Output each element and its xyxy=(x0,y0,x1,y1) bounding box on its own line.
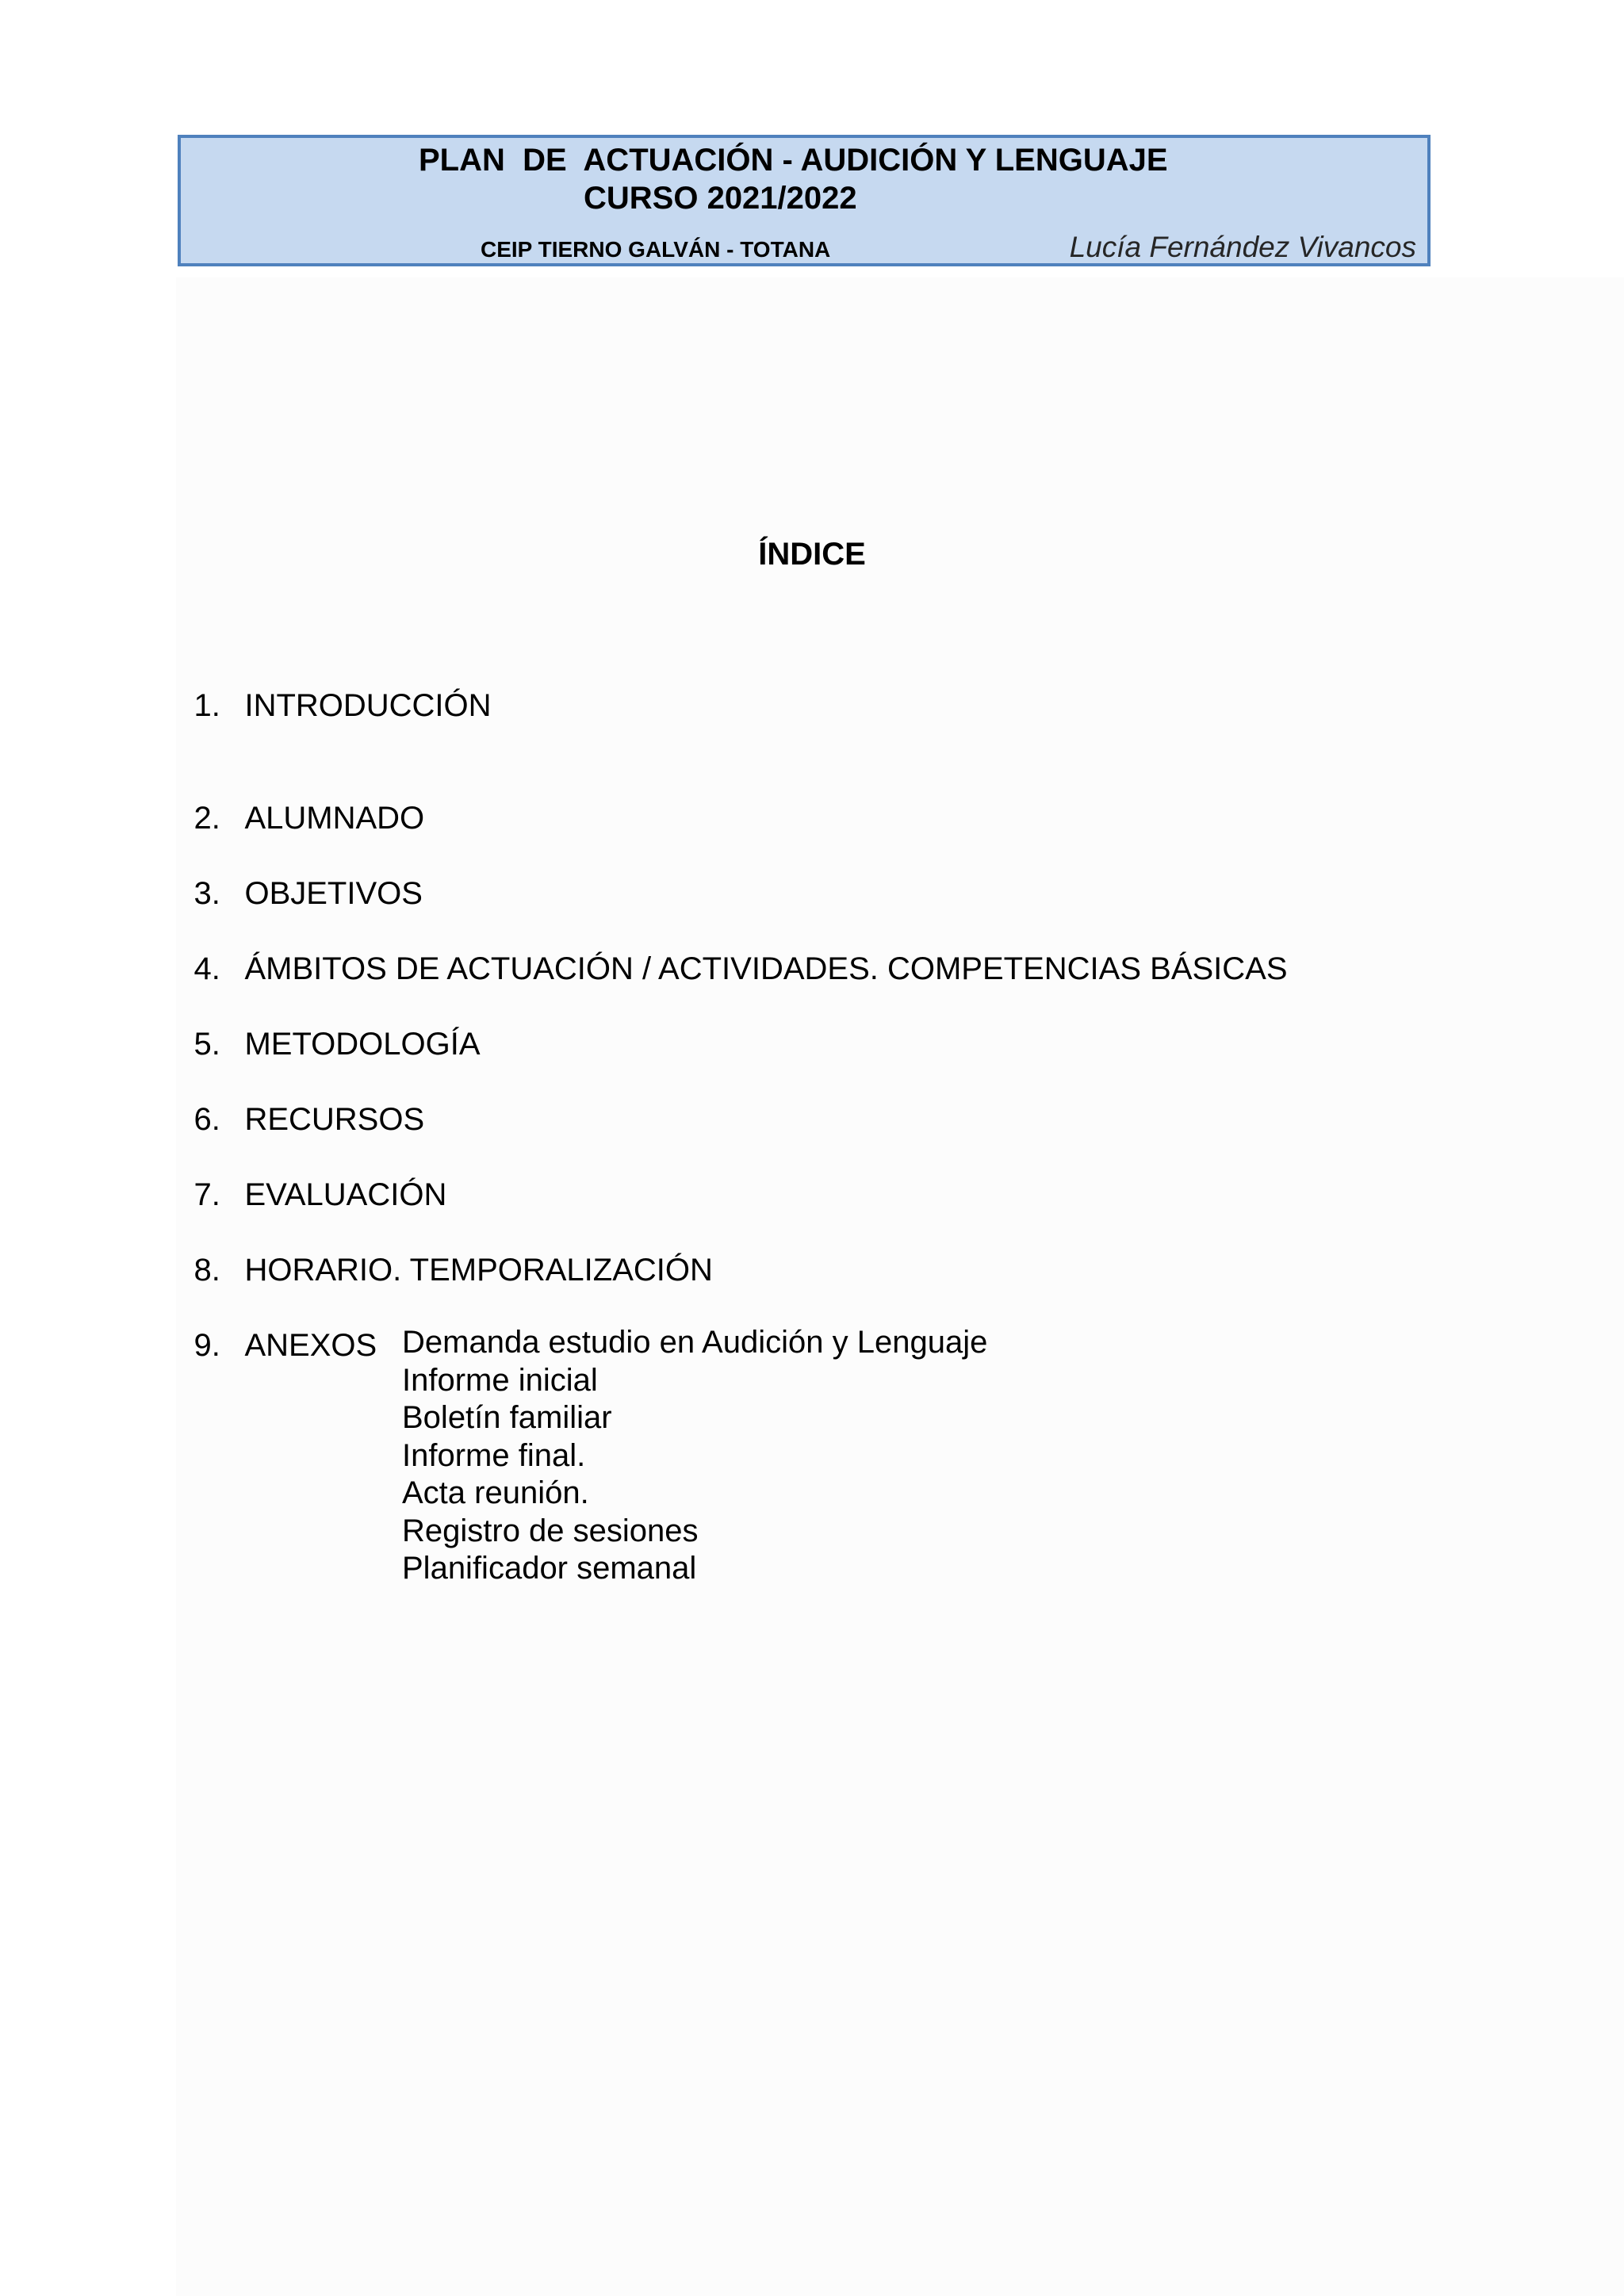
toc-item-label: ANEXOS xyxy=(244,1328,377,1363)
document-title: PLAN DE ACTUACIÓN - AUDICIÓN Y LENGUAJE xyxy=(419,143,1168,178)
toc-item-number: 1. xyxy=(193,688,220,723)
index-heading: ÍNDICE xyxy=(758,537,866,572)
toc-item-number: 3. xyxy=(193,876,220,911)
toc-item-number: 9. xyxy=(193,1328,220,1363)
toc-item-number: 8. xyxy=(193,1253,220,1288)
toc-item-number: 2. xyxy=(193,801,220,836)
toc-item-number: 4. xyxy=(193,951,220,986)
toc-item-number: 5. xyxy=(193,1027,220,1062)
annex-item: Registro de sesiones xyxy=(402,1513,699,1548)
toc-item-label: EVALUACIÓN xyxy=(244,1177,447,1212)
toc-item-introduccion xyxy=(159,649,492,763)
toc-item-number: 6. xyxy=(193,1102,220,1137)
course-year: CURSO 2021/2022 xyxy=(584,181,857,216)
toc-item-label: HORARIO. TEMPORALIZACIÓN xyxy=(244,1253,713,1288)
toc-item-label: ALUMNADO xyxy=(244,801,425,836)
school-name: CEIP TIERNO GALVÁN - TOTANA xyxy=(481,237,831,262)
toc-item-label: METODOLOGÍA xyxy=(244,1027,481,1062)
toc-item-label: OBJETIVOS xyxy=(244,876,423,911)
author-name: Lucía Fernández Vivancos xyxy=(1069,231,1416,263)
annex-list xyxy=(402,1324,987,1588)
annex-item: Informe final. xyxy=(402,1437,586,1473)
annex-item: Acta reunión. xyxy=(402,1475,589,1510)
document-header xyxy=(178,135,1431,266)
annex-item: Planificador semanal xyxy=(402,1551,697,1586)
toc-item-label: ÁMBITOS DE ACTUACIÓN / ACTIVIDADES. COMPETENCIAS BÁSICAS xyxy=(244,951,1288,986)
toc-item-label: INTRODUCCIÓN xyxy=(244,688,492,723)
toc-item-anexos xyxy=(159,1288,377,1402)
annex-item: Boletín familiar xyxy=(402,1400,612,1435)
toc-item-number: 7. xyxy=(193,1177,220,1212)
toc-item-label: RECURSOS xyxy=(244,1102,425,1137)
annex-item: Demanda estudio en Audición y Lenguaje xyxy=(402,1325,988,1360)
annex-item: Informe inicial xyxy=(402,1362,598,1398)
